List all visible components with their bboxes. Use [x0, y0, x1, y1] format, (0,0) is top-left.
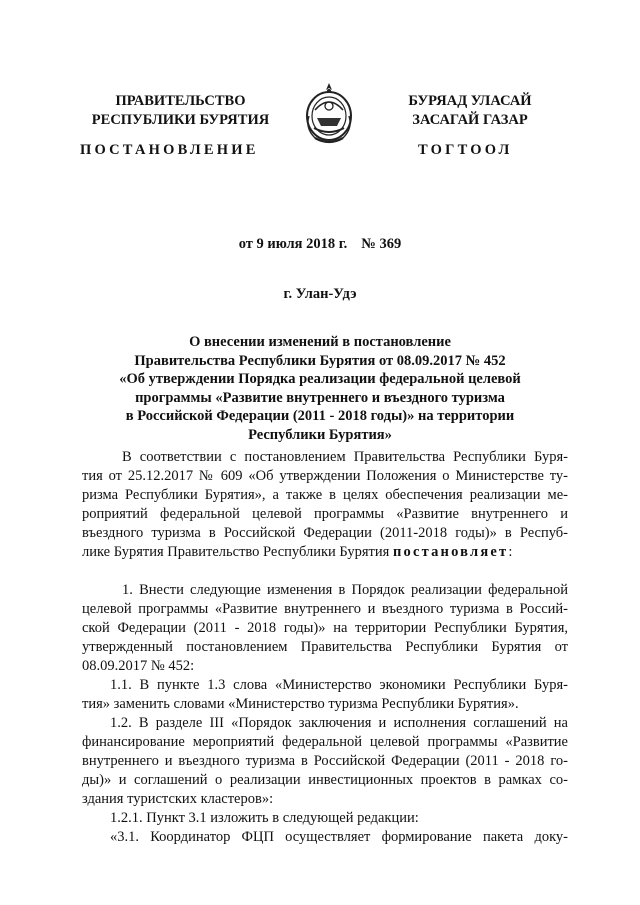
text-line: «3.1. Координатор ФЦП осуществляет формирование пакета доку-	[110, 829, 568, 845]
document-number: № 369	[361, 236, 402, 252]
title-line: Республики Бурятия»	[248, 426, 392, 443]
text-line: тия от 25.12.2017 № 609 «Об утверждении Положения о Министерстве ту-	[82, 468, 568, 484]
paragraph-item-1-2-1	[82, 809, 568, 828]
title-line: в Российской Федерации (2011 - 2018 годы)» на территории	[125, 408, 515, 424]
title-line: О внесении изменений в постановление	[189, 334, 451, 350]
decree-word: постановляет	[392, 544, 509, 560]
text-line: ской Федерации (2011 - 2018 годы)» на территории Республики Бурятия,	[82, 620, 568, 636]
header-right-line2: ЗАСАГАЙ ГАЗАР	[412, 112, 528, 128]
text-line: целевой программы «Развитие внутреннего и въездного туризма в Россий-	[82, 601, 568, 617]
date-line	[70, 236, 570, 253]
text-line: тия» заменить словами «Министерство туризма Республики Бурятия».	[82, 696, 519, 712]
title-line: программы «Развитие внутреннего и въездного туризма	[135, 389, 505, 406]
text-line: 1. Внести следующие изменения в Порядок реализации федеральной	[122, 582, 568, 598]
text-line: 1.2.1. Пункт 3.1 изложить в следующей редакции:	[110, 810, 419, 826]
text-fragment: лике Бурятия Правительство Республики Бурятия	[82, 544, 390, 560]
paragraph-item-1-1	[82, 676, 568, 714]
text-line: ды)» и соглашений о реализации инвестиционных проектов в рамках со-	[82, 772, 568, 788]
document-date: от 9 июля 2018 г.	[238, 236, 348, 252]
text-line: въездного туризма в Российской Федерации (2011-2018 годы)» в Респуб-	[82, 525, 568, 541]
paragraph-preamble	[82, 448, 568, 562]
header-left-line1: ПРАВИТЕЛЬСТВО	[115, 93, 246, 109]
header-left-line2: РЕСПУБЛИКИ БУРЯТИЯ	[91, 112, 270, 128]
paragraph-item-1	[82, 581, 568, 676]
document-title	[70, 333, 570, 444]
coat-of-arms-emblem	[301, 80, 357, 148]
text-line: утвержденный постановлением Правительства Республики Бурятия от	[82, 639, 568, 655]
paragraph-gap	[82, 562, 568, 581]
text-line: 08.09.2017 № 452:	[82, 658, 195, 674]
text-line: ризма Республики Бурятия», а также в целях обеспечения реализации ме-	[82, 487, 568, 503]
paragraph-item-1-2	[82, 714, 568, 809]
text-line: внутреннего и въездного туризма в Российской Федерации (2011 - 2018 го-	[82, 753, 568, 769]
text-line: роприятий федеральной целевой программы «Развитие внутреннего и	[82, 506, 568, 522]
doc-type-left: ПОСТАНОВЛЕНИЕ	[80, 142, 259, 158]
city: г. Улан-Удэ	[283, 286, 357, 302]
text-line: финансирование мероприятий федеральной целевой программы «Развитие	[82, 734, 568, 750]
paragraph-item-3-1	[82, 828, 568, 847]
title-line: «Об утверждении Порядка реализации федеральной целевой	[119, 371, 521, 387]
header-right-line1: БУРЯАД УЛАСАЙ	[408, 93, 532, 109]
header-right	[380, 92, 560, 130]
title-line: Правительства Республики Бурятия от 08.09.2017 № 452	[134, 352, 506, 369]
header-left	[78, 92, 283, 130]
text-line	[82, 543, 568, 562]
text-line: здания туристских кластеров»:	[82, 791, 274, 807]
doc-type-right: ТОГТООЛ	[418, 142, 513, 158]
text-fragment: :	[508, 544, 513, 560]
text-line: В соответствии с постановлением Правительства Республики Буря-	[122, 449, 568, 465]
document-body	[82, 448, 568, 847]
text-line: 1.2. В разделе III «Порядок заключения и исполнения соглашений на	[110, 715, 568, 731]
text-line: 1.1. В пункте 1.3 слова «Министерство экономики Республики Буря-	[110, 677, 568, 693]
